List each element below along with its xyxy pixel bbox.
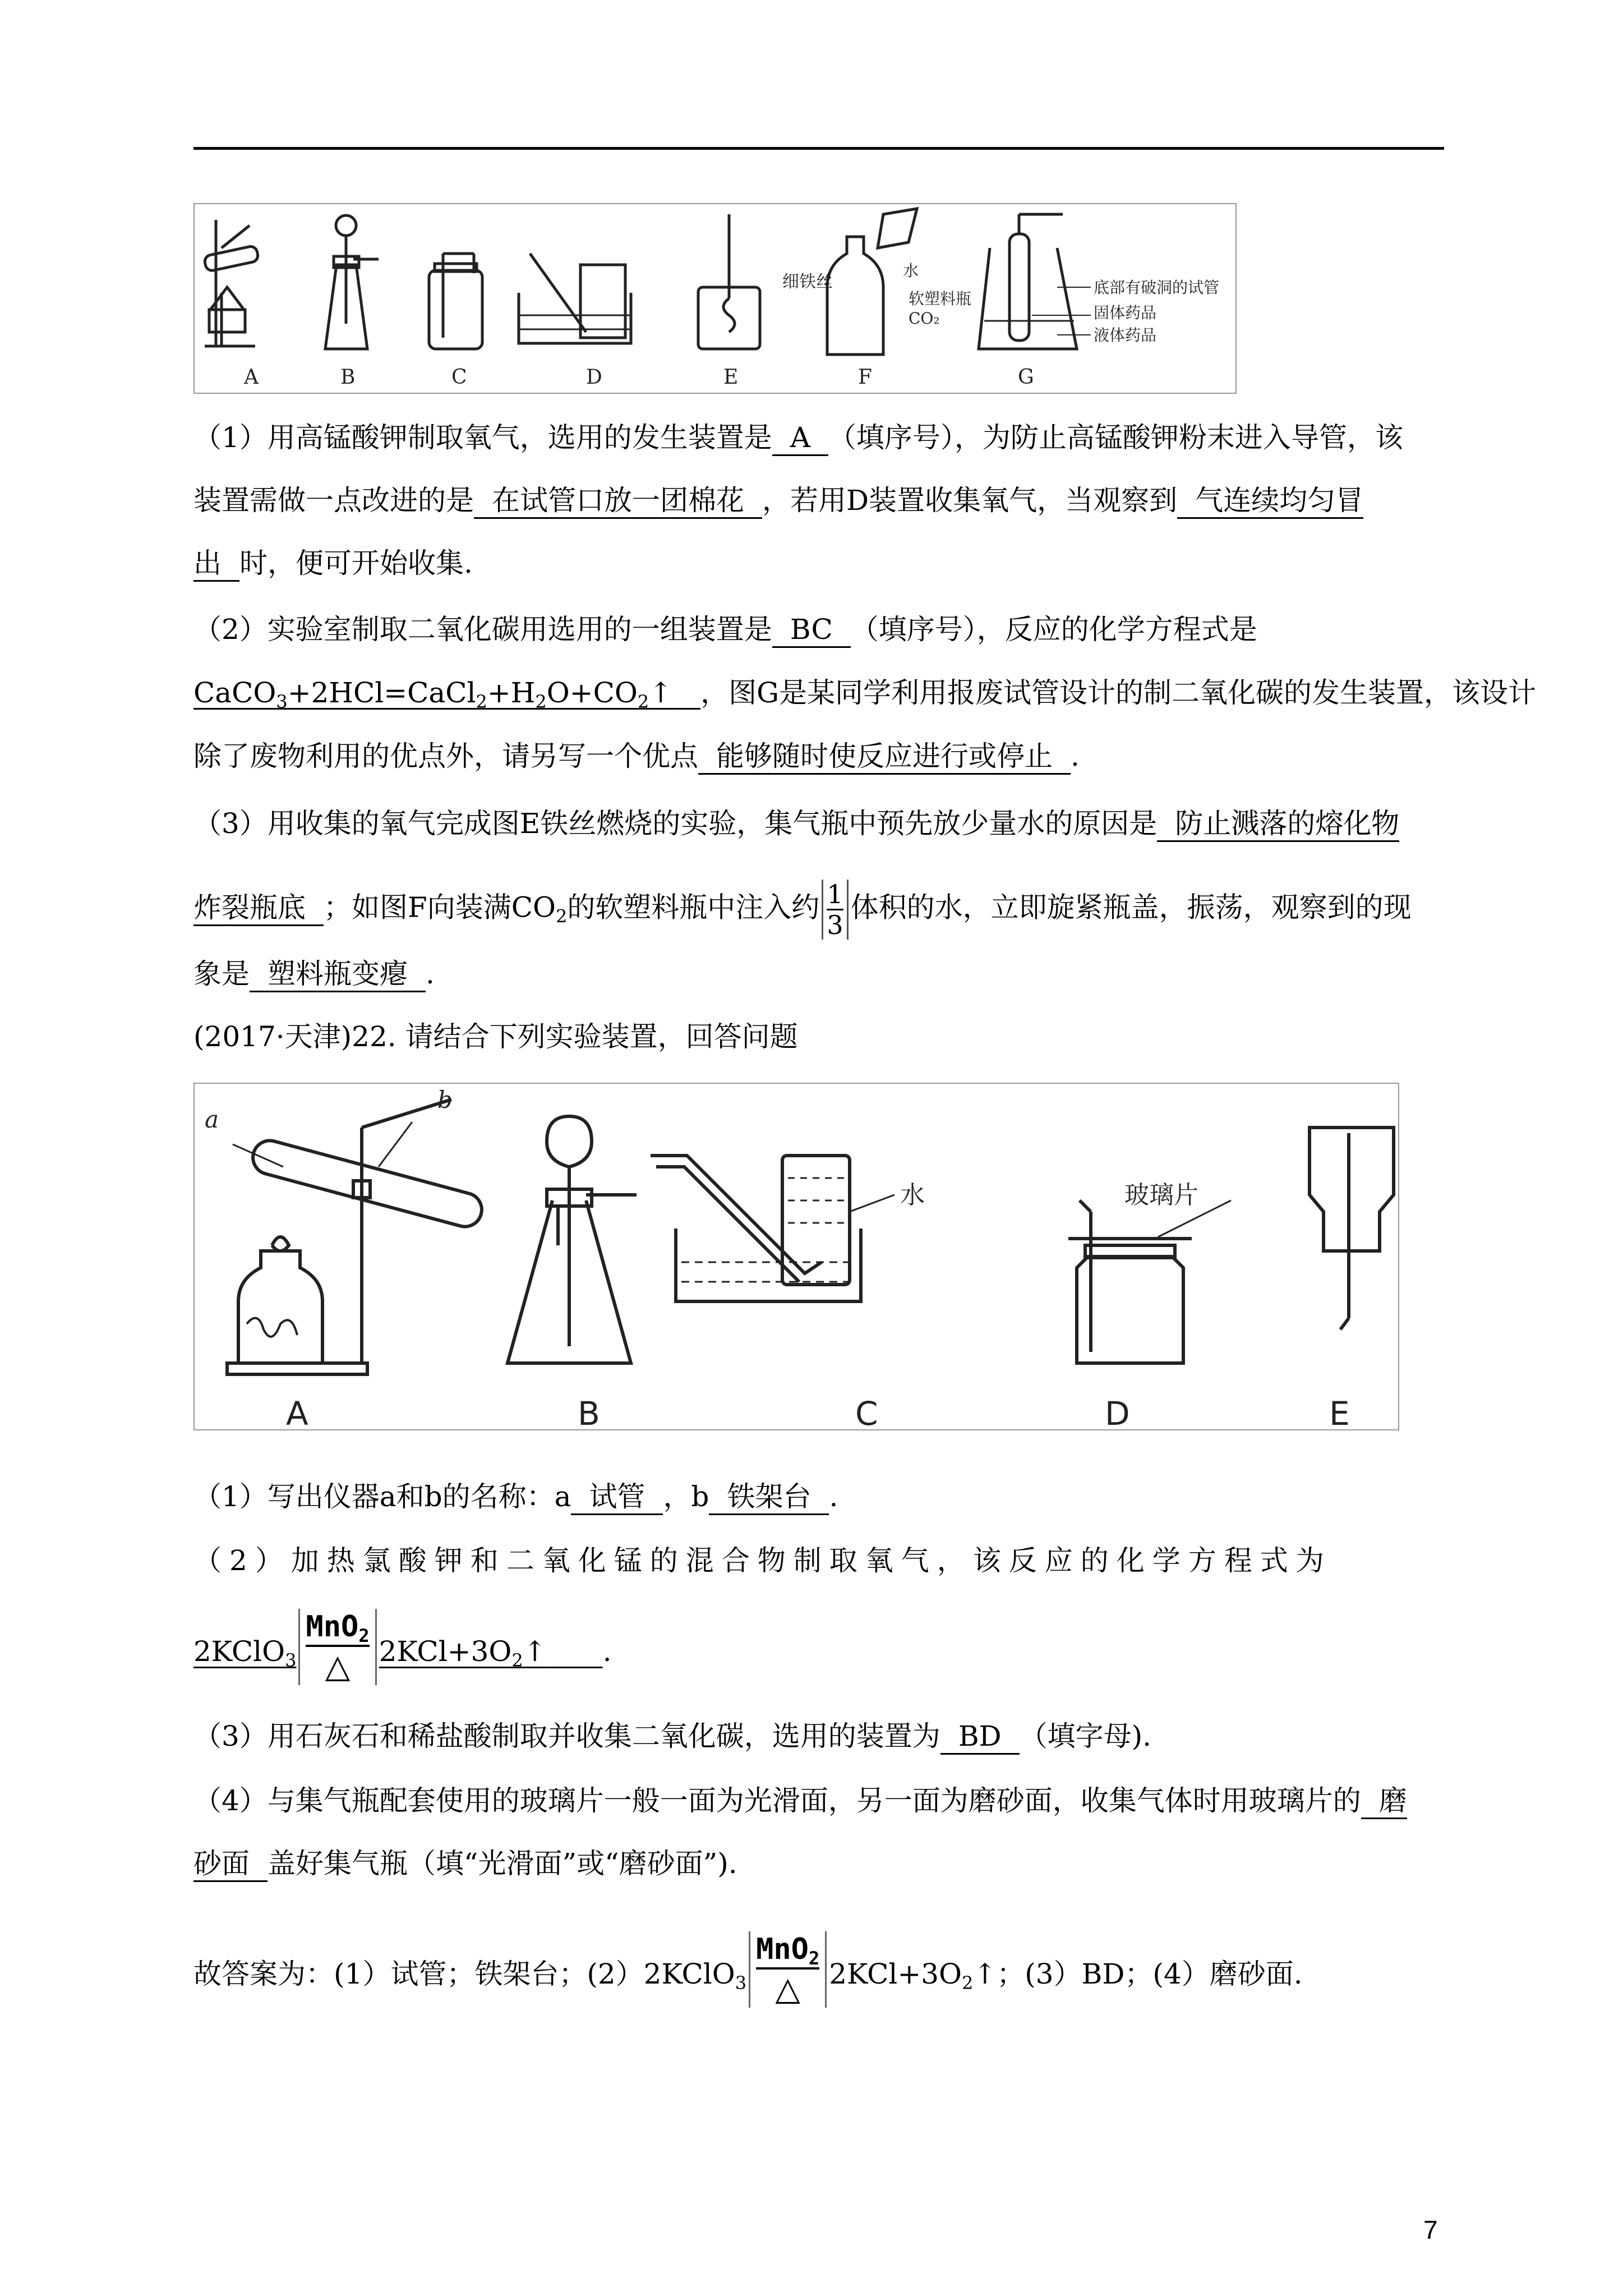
label-b: B [578, 1395, 600, 1430]
text: 装置需做一点改进的是 [193, 484, 474, 517]
text: 时，便可开始收集. [239, 547, 473, 579]
answer-co2-equation [193, 677, 700, 712]
text: （填字母). [1019, 1720, 1152, 1752]
q1-p3-line3 [193, 957, 435, 992]
text: ；如图F向装满CO [324, 891, 556, 924]
text: （3）用收集的氧气完成图E铁丝燃烧的实验，集气瓶中预先放少量水的原因是 [193, 807, 1158, 840]
label-thin-iron-wire: 细铁丝 [782, 272, 833, 292]
eq-sub: 3 [276, 691, 288, 712]
catalyst-sub: 2 [358, 1625, 370, 1646]
apparatus-e [1310, 1128, 1394, 1329]
label-glass-plate: 玻璃片 [1124, 1181, 1198, 1209]
answer-generator-apparatus: A [772, 421, 828, 456]
reaction-condition [298, 1609, 376, 1685]
text: ，若用D装置收集氧气，当观察到 [762, 484, 1178, 517]
apparatus-c [651, 1156, 925, 1301]
eq-part: +H [487, 677, 536, 709]
apparatus-d [519, 254, 631, 343]
eq-part: O+CO [546, 677, 638, 709]
apparatus-g [979, 214, 1219, 349]
label-instrument-a: a [205, 1106, 219, 1133]
text: （1）写出仪器a和b的名称：a [193, 1480, 571, 1513]
label-water: 水 [903, 261, 919, 280]
eq-sub: 2 [535, 691, 547, 712]
text: . [829, 1480, 838, 1513]
label-soft-plastic-bottle: 软塑料瓶 [909, 289, 972, 308]
eq-sub: 2 [637, 691, 649, 712]
q22-heading [193, 1020, 798, 1053]
text: 的软塑料瓶中注入约 [567, 891, 820, 924]
text: 故答案为：(1）试管；铁架台；(2）2KClO [193, 1958, 735, 1990]
eq-sub: 3 [285, 1650, 297, 1671]
heat-symbol: △ [325, 1647, 351, 1685]
eq-lhs: 2KClO [193, 1635, 285, 1668]
eq-part: CaCO [193, 677, 276, 709]
figure-apparatus-a-to-g [193, 203, 1237, 394]
catalyst: MnO [756, 1932, 809, 1966]
eq-rhs: 2KCl+3O [379, 1635, 512, 1668]
label-solid-reagent: 固体药品 [1094, 303, 1157, 322]
label-e: E [723, 366, 739, 389]
label-liquid-reagent: 液体药品 [1094, 326, 1157, 344]
text: 2KCl+3O [829, 1958, 962, 1990]
text: （3）用石灰石和稀盐酸制取并收集二氧化碳，选用的装置为 [193, 1720, 940, 1752]
eq-arrow: ↑ [523, 1635, 547, 1668]
q22-p4-line2 [193, 1847, 737, 1882]
text: 象是 [193, 958, 250, 990]
label-d: D [1105, 1395, 1130, 1430]
page-number: 7 [1423, 2215, 1438, 2244]
sub: 2 [962, 1972, 974, 1994]
q1-p1-line3 [193, 546, 473, 582]
header-rule [193, 147, 1444, 150]
answer-advantage: 能够随时使反应进行或停止 [698, 739, 1071, 775]
text: （2）实验室制取二氧化碳用选用的一组装置是 [193, 613, 772, 646]
text: （填序号），反应的化学方程式是 [850, 613, 1257, 646]
answer-kclo3-equation [193, 1610, 603, 1685]
text: （填序号），为防止高锰酸钾粉末进入导管，该 [828, 421, 1403, 454]
text: （1）用高锰酸钾制取氧气，选用的发生装置是 [193, 421, 772, 454]
answer-co2-apparatus: BC [772, 613, 851, 648]
answer-glass-side-part2: 砂面 [193, 1847, 268, 1882]
label-g: G [1018, 366, 1034, 389]
answer-co2-apparatus: BD [940, 1719, 1020, 1755]
answer-instrument-b: 铁架台 [709, 1480, 829, 1515]
q1-p2-line2 [193, 676, 1536, 710]
numerator: 1 [827, 879, 843, 909]
sub: 2 [555, 905, 568, 927]
text: ，图G是某同学利用报废试管设计的制二氧化碳的发生装置，该设计 [700, 677, 1537, 709]
label-tube-with-hole: 底部有破洞的试管 [1094, 278, 1220, 297]
text: （2）加热氯酸钾和二氧化锰的混合物制取氧气，该反应的化学方程式为 [193, 1544, 1332, 1577]
text: 体积的水，立即旋紧瓶盖，振荡，观察到的现 [850, 891, 1412, 924]
label-a: A [244, 366, 259, 389]
denominator: 3 [827, 910, 843, 940]
catalyst: MnO [306, 1610, 359, 1644]
apparatus-c [429, 254, 482, 349]
q22-p1 [193, 1480, 838, 1515]
answer-water-reason-part1: 防止溅落的熔化物 [1157, 807, 1399, 842]
q1-p1-line1 [193, 421, 1403, 456]
label-co2: CO₂ [909, 309, 940, 328]
answer-instrument-a: 试管 [571, 1480, 663, 1515]
text: . [602, 1635, 612, 1668]
label-d: D [586, 366, 602, 389]
label-c: C [855, 1395, 878, 1430]
apparatus-b [508, 1116, 637, 1363]
answer-improvement: 在试管口放一团棉花 [474, 484, 762, 519]
q1-p3-line2 [193, 880, 1412, 940]
figure-apparatus-a-to-e [193, 1083, 1399, 1430]
answer-phenomenon: 塑料瓶变瘪 [250, 957, 426, 992]
answer-observe-part1: 气连续均匀冒 [1177, 484, 1363, 519]
apparatus-f [827, 209, 971, 355]
reaction-condition [749, 1931, 827, 2008]
apparatus-d [1068, 1181, 1231, 1363]
eq-sub: 2 [511, 1650, 523, 1671]
apparatus-a [204, 220, 259, 346]
text: . [426, 958, 435, 990]
catalyst-sub: 2 [808, 1948, 820, 1969]
sub: 3 [735, 1972, 747, 1994]
text: （4）与集气瓶配套使用的玻璃片一般一面为光滑面，另一面为磨砂面，收集气体时用玻璃片的 [193, 1784, 1361, 1817]
label-e: E [1329, 1395, 1350, 1430]
text: 盖好集气瓶（填“光滑面”或“磨砂面”). [268, 1847, 737, 1880]
label-b: B [340, 366, 356, 389]
text: ↑；(3）BD；(4）磨砂面. [973, 1958, 1303, 1990]
label-a: A [286, 1395, 308, 1430]
answer-observe-part2: 出 [193, 546, 239, 582]
q22-p3 [193, 1719, 1151, 1755]
q1-p2-line1 [193, 613, 1257, 648]
label-c: C [451, 366, 467, 389]
q1-p2-line3 [193, 739, 1080, 775]
heading-text: (2017·天津)22. 请结合下列实验装置，回答问题 [193, 1020, 798, 1053]
heat-symbol: △ [775, 1970, 800, 2008]
eq-part: +2HCl=CaCl [287, 677, 476, 709]
answer-glass-side-part1: 磨 [1361, 1784, 1407, 1819]
answer-summary [193, 1932, 1303, 2014]
q1-p1-line2 [193, 484, 1363, 519]
text: 除了废物利用的优点外，请另写一个优点 [193, 740, 698, 772]
label-instrument-b: b [437, 1086, 453, 1114]
text: . [1071, 740, 1080, 772]
apparatus-b [325, 215, 379, 349]
q22-p4-line1 [193, 1784, 1407, 1819]
q22-p2-equation [193, 1610, 612, 1692]
eq-part: ↑ [649, 677, 673, 709]
q1-p3-line1 [193, 807, 1399, 842]
q22-p2-line1 [193, 1544, 1332, 1577]
text: ，b [663, 1480, 709, 1513]
answer-water-reason-part2: 炸裂瓶底 [193, 891, 324, 926]
eq-sub: 2 [476, 691, 487, 712]
label-water: 水 [900, 1181, 925, 1209]
fraction-one-third [822, 880, 848, 940]
apparatus-a [205, 1086, 486, 1374]
apparatus-e [698, 214, 833, 349]
label-f: F [858, 366, 872, 389]
